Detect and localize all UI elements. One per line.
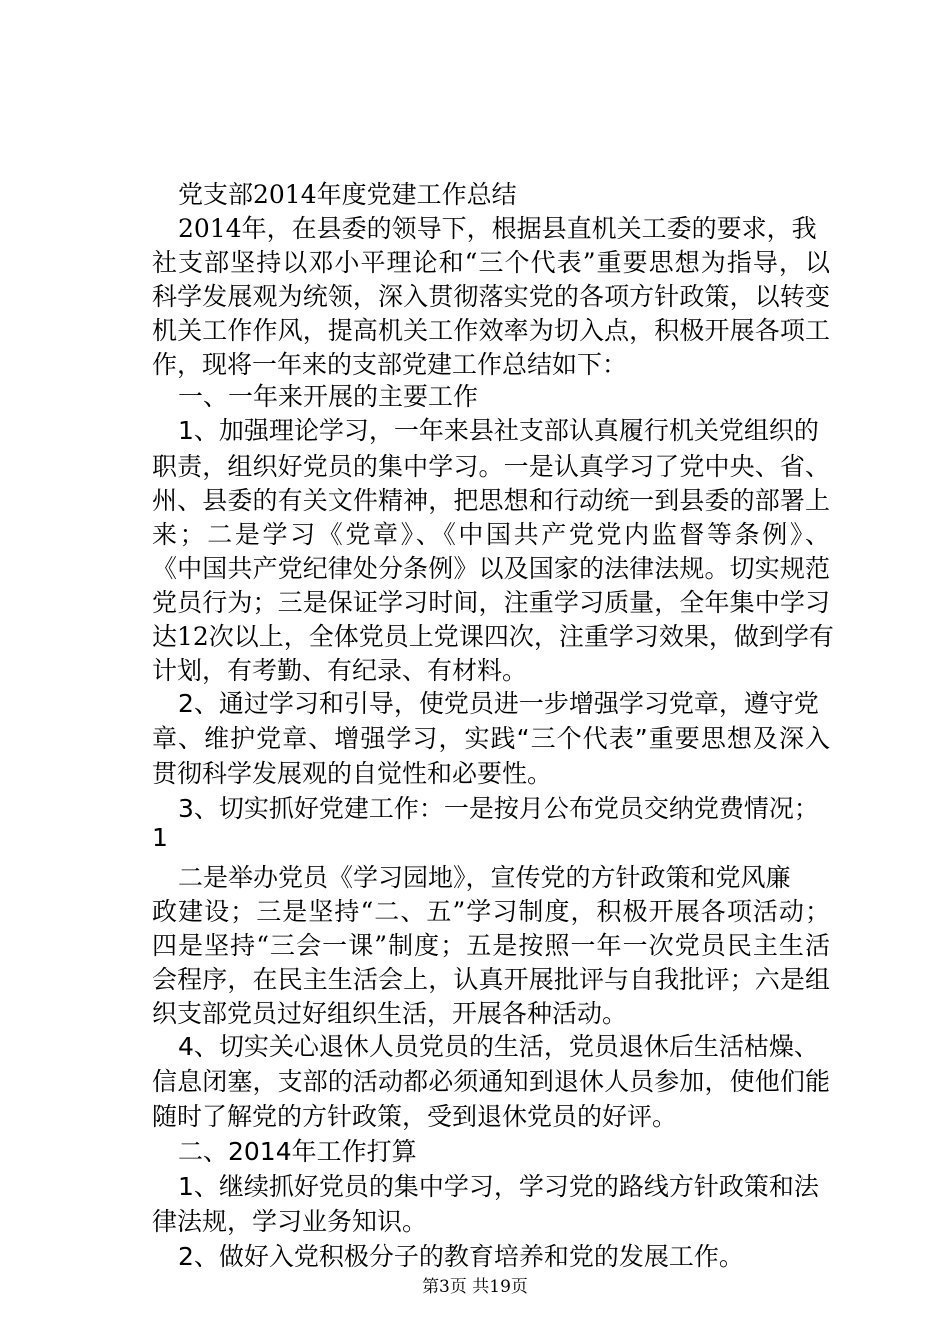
item-1-line-7: 达12次以上，全体党员上党课四次，注重学习效果，做到学有	[152, 622, 834, 651]
document-title: 党支部2014年度党建工作总结	[178, 180, 517, 209]
section-1-heading: 一、一年来开展的主要工作	[178, 382, 479, 411]
item-1-line-2: 职责，组织好党员的集中学习。一是认真学习了党中央、省、	[152, 452, 830, 481]
plan-1-line-2: 律法规，学习业务知识。	[152, 1207, 428, 1236]
item-1-line-8: 计划，有考勤、有纪录、有材料。	[152, 656, 528, 685]
item-3-line-5: 会程序，在民主生活会上，认真开展批评与自我批评；六是组	[152, 965, 830, 994]
section-2-heading: 二、2014年工作打算	[178, 1137, 417, 1166]
item-4-line-3: 随时了解党的方针政策，受到退休党员的好评。	[152, 1102, 678, 1131]
intro-line-2: 社支部坚持以邓小平理论和“三个代表”重要思想为指导，以	[152, 248, 830, 277]
item-3-line-6: 织支部党员过好组织生活，开展各种活动。	[152, 999, 628, 1028]
intro-line-1: 2014年，在县委的领导下，根据县直机关工委的要求，我	[178, 214, 817, 243]
item-3-line-4: 四是坚持“三会一课”制度；五是按照一年一次党员民主生活	[152, 931, 830, 960]
item-1-line-4: 来；二是学习《党章》、《中国共产党党内监督等条例》、	[152, 520, 830, 549]
item-1-line-5: 《中国共产党纪律处分条例》以及国家的法律法规。切实规范	[152, 554, 830, 583]
intro-line-5: 作，现将一年来的支部党建工作总结如下：	[152, 350, 628, 379]
item-1-line-1: 1、加强理论学习，一年来县社支部认真履行机关党组织的	[178, 416, 819, 445]
plan-1-line-1: 1、继续抓好党员的集中学习，学习党的路线方针政策和法	[178, 1172, 819, 1201]
item-1-line-3: 州、县委的有关文件精神，把思想和行动统一到县委的部署上	[152, 486, 830, 515]
item-3-line-1: 3、切实抓好党建工作：一是按月公布党员交纳党费情况；	[178, 794, 819, 823]
item-4-line-1: 4、切实关心退休人员党员的生活，党员退休后生活枯燥、	[178, 1032, 819, 1061]
intro-line-4: 机关工作作风，提高机关工作效率为切入点，积极开展各项工	[152, 316, 830, 345]
item-4-line-2: 信息闭塞，支部的活动都必须通知到退休人员参加，使他们能	[152, 1067, 830, 1096]
intro-line-3: 科学发展观为统领，深入贯彻落实党的各项方针政策，以转变	[152, 282, 830, 311]
item-2-line-3: 贯彻科学发展观的自觉性和必要性。	[152, 759, 553, 788]
item-1-line-6: 党员行为；三是保证学习时间，注重学习质量，全年集中学习	[152, 588, 830, 617]
page-footer: 第3页 共19页	[422, 1277, 528, 1297]
item-3-line-2: 二是举办党员《学习园地》，宣传党的方针政策和党风廉	[178, 863, 791, 892]
plan-2-line-1: 2、做好入党积极分子的教育培养和党的发展工作。	[178, 1242, 744, 1271]
item-3-footnote-1: 1	[152, 823, 168, 852]
item-2-line-1: 2、通过学习和引导，使党员进一步增强学习党章，遵守党	[178, 689, 819, 718]
item-3-line-3: 政建设；三是坚持“二、五”学习制度，积极开展各项活动；	[152, 897, 830, 926]
item-2-line-2: 章、维护党章、增强学习，实践“三个代表”重要思想及深入	[152, 724, 830, 753]
